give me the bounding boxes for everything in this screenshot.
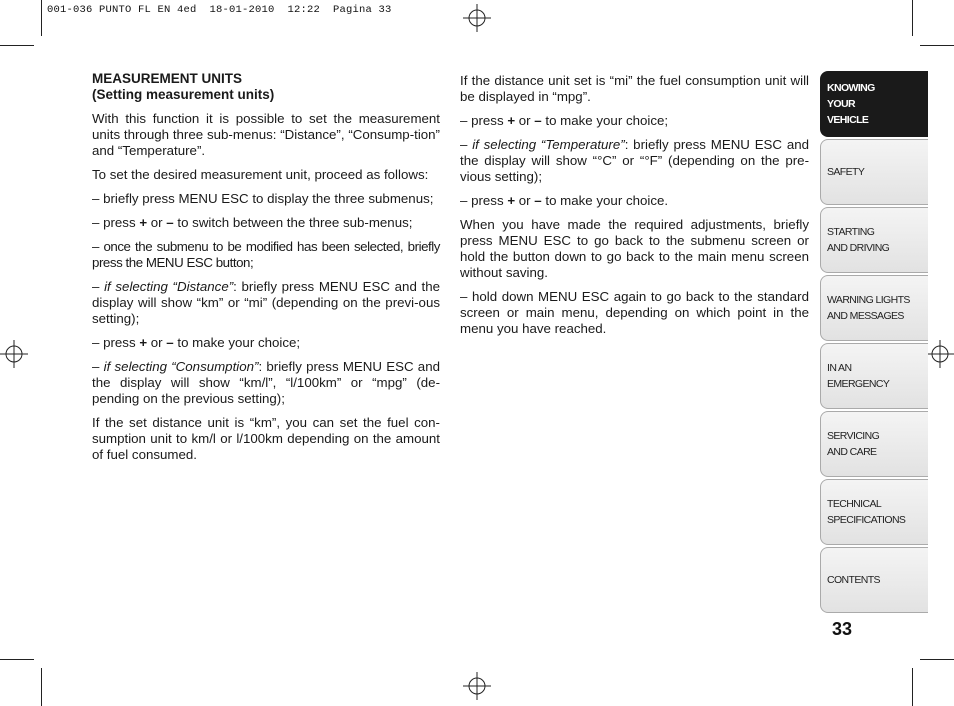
title-line-2: (Setting measurement units): [92, 87, 275, 102]
list-item: – once the submenu to be modified has been selected, briefly press the MENU ESC button;: [92, 239, 440, 270]
text-run: or: [147, 215, 167, 230]
list-item: [92, 359, 440, 407]
tab-label: SAFETY: [827, 166, 865, 178]
tab-label: KNOWING: [827, 82, 875, 94]
list-item: – briefly press MENU ESC to display the three submenus;: [92, 191, 434, 206]
tab-safety[interactable]: [820, 139, 928, 205]
crop-mark: [0, 659, 34, 660]
crop-mark: [912, 0, 913, 36]
chapter-tabs: [820, 71, 928, 615]
print-slug: 001-036 PUNTO FL EN 4ed 18-01-2010 12:22 Pagina 33: [47, 4, 392, 16]
tab-label: STARTING: [827, 226, 875, 238]
tab-label: AND MESSAGES: [827, 310, 904, 322]
tab-label: WARNING LIGHTS: [827, 294, 910, 306]
crop-mark: [920, 45, 954, 46]
paragraph: To set the desired measurement unit, proceed as follows:: [92, 167, 429, 182]
list-item: [92, 279, 440, 327]
minus-symbol: –: [166, 215, 174, 230]
paragraph: If the distance unit set is “mi” the fuel consumption unit will be displayed in “mpg”.: [460, 73, 809, 104]
tab-label: YOUR: [827, 98, 855, 110]
text-run: to make your choice.: [541, 193, 669, 208]
title-line-1: MEASUREMENT UNITS: [92, 71, 243, 86]
italic-text: if selecting “Temperature”: [472, 137, 625, 152]
registration-mark-icon: [463, 672, 491, 700]
plus-symbol: +: [139, 335, 148, 350]
text-run: – press: [460, 113, 508, 128]
crop-mark: [920, 659, 954, 660]
paragraph: If the set distance unit is “km”, you can set the fuel con-sumption unit to km/l or l/100km depending on the amount of fuel consumed.: [92, 415, 440, 462]
tab-label: EMERGENCY: [827, 378, 890, 390]
plus-symbol: +: [507, 193, 516, 208]
text-run: or: [147, 335, 167, 350]
crop-mark: [41, 668, 42, 706]
list-item: [460, 137, 809, 185]
text-run: : briefly press MENU ESC and the display will show “km” or “mi” (depending on the previ-ous setting);: [92, 279, 440, 326]
tab-label: IN AN: [827, 362, 852, 374]
text-run: to make your choice;: [541, 113, 669, 128]
text-run: to make your choice;: [173, 335, 301, 350]
text-run: : briefly press MENU ESC and the display will show “°C” or “°F” (depending on the pre-vious setting);: [460, 137, 810, 184]
crop-mark: [0, 45, 34, 46]
tab-technical-specifications[interactable]: [820, 479, 928, 545]
crop-mark: [912, 668, 913, 706]
text-run: or: [515, 113, 535, 128]
paragraph: With this function it is possible to set the measurement units through three sub-menus: “Distance”, “Consump-tion” and “Temperature”.: [92, 111, 440, 158]
text-run: – press: [92, 335, 140, 350]
tab-label: AND DRIVING: [827, 242, 890, 254]
tab-contents[interactable]: [820, 547, 928, 613]
tab-in-an-emergency[interactable]: [820, 343, 928, 409]
text-run: –: [92, 279, 105, 294]
tab-starting-and-driving[interactable]: [820, 207, 928, 273]
list-item: [92, 335, 440, 351]
plus-symbol: +: [507, 113, 516, 128]
crop-mark: [41, 0, 42, 36]
tab-servicing-and-care[interactable]: [820, 411, 928, 477]
registration-mark-icon: [0, 340, 28, 368]
tab-label: SPECIFICATIONS: [827, 514, 906, 526]
list-item: [460, 193, 809, 209]
minus-symbol: –: [534, 113, 542, 128]
right-column: [460, 73, 809, 345]
registration-mark-icon: [463, 4, 491, 32]
tab-label: VEHICLE: [827, 114, 869, 126]
italic-text: if selecting “Consumption”: [103, 359, 259, 374]
minus-symbol: –: [166, 335, 174, 350]
tab-label: TECHNICAL: [827, 498, 882, 510]
text-run: – press: [460, 193, 508, 208]
plus-symbol: +: [139, 215, 148, 230]
list-item: – hold down MENU ESC again to go back to the standard screen or main menu, depending on which point in the menu you have reached.: [460, 289, 809, 336]
tab-label: CONTENTS: [827, 574, 880, 586]
section-title: [92, 71, 440, 103]
text-run: –: [460, 137, 473, 152]
tab-warning-lights[interactable]: [820, 275, 928, 341]
italic-text: if selecting “Distance”: [104, 279, 234, 294]
text-run: –: [92, 359, 104, 374]
text-run: : briefly press MENU ESC and the display will show “km/l”, “l/100km” or “mpg” (de-pending on the previous setting);: [92, 359, 440, 406]
left-column: [92, 71, 440, 471]
list-item: [460, 113, 809, 129]
text-run: to switch between the three sub-menus;: [173, 215, 413, 230]
minus-symbol: –: [534, 193, 542, 208]
tab-label: AND CARE: [827, 446, 877, 458]
page-number: 33: [832, 619, 853, 639]
paragraph: When you have made the required adjustments, briefly press MENU ESC to go back to the submenu screen or hold the button down to go back to the main menu screen without saving.: [460, 217, 809, 280]
tab-label: SERVICING: [827, 430, 880, 442]
text-run: or: [515, 193, 535, 208]
text-run: – press: [92, 215, 140, 230]
registration-mark-icon: [926, 340, 954, 368]
list-item: [92, 215, 440, 231]
tab-knowing-your-vehicle[interactable]: [820, 71, 928, 137]
